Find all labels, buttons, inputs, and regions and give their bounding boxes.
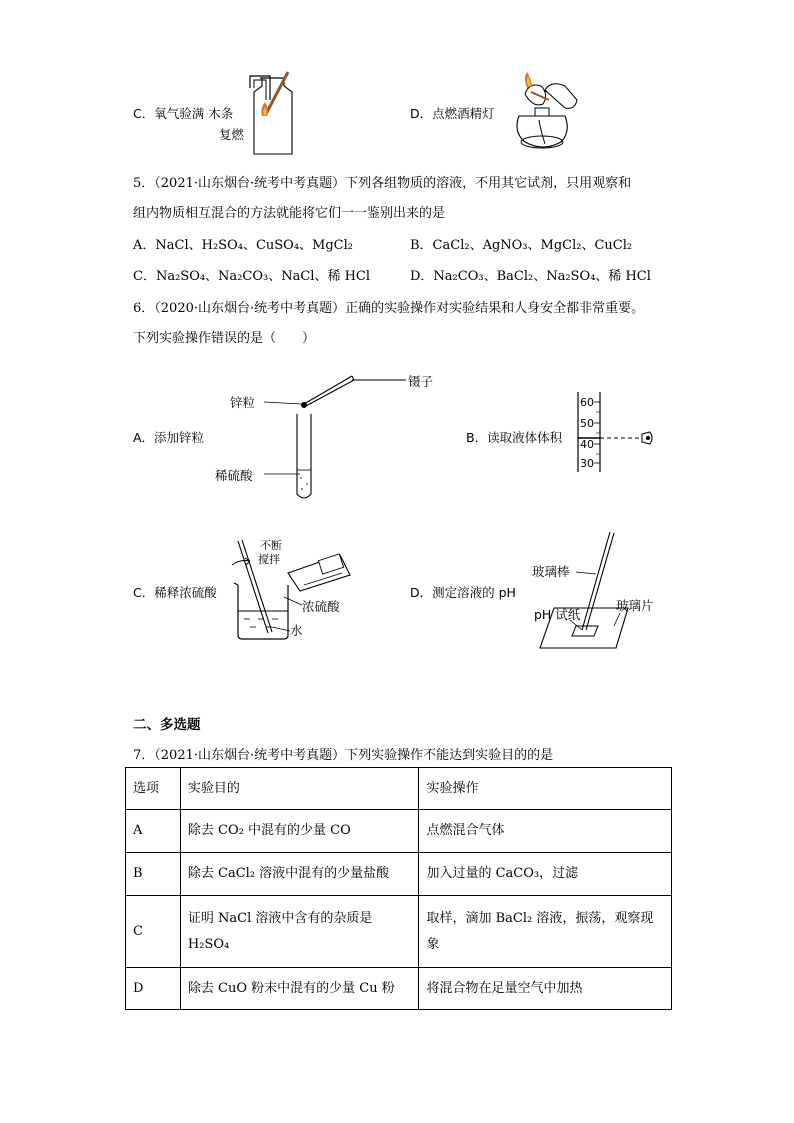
row-b-operation: 加入过量的 CaCO₃，过滤 <box>419 853 672 896</box>
tweezers-label: 镊子 <box>408 374 434 389</box>
q4-option-c: C．氧气验满 木条 <box>133 106 234 121</box>
q5-option-b: B．CaCl₂、AgNO₃、MgCl₂、CuCl₂ <box>410 238 633 253</box>
header-operation: 实验操作 <box>419 768 672 810</box>
row-b-purpose: 除去 CaCl₂ 溶液中混有的少量盐酸 <box>180 853 419 896</box>
tick-60: 60 <box>580 396 594 409</box>
q6-option-a: A．添加锌粒 <box>133 430 205 445</box>
row-c-purpose: 证明 NaCl 溶液中含有的杂质是 <box>187 910 373 926</box>
table-row <box>126 853 672 896</box>
glass-plate-label: 玻璃片 <box>616 598 654 613</box>
q7-table <box>125 767 672 1010</box>
q5-stem-line1: 5．（2021·山东烟台·统考中考真题）下列各组物质的溶液，不用其它试剂，只用观察和 <box>133 176 632 191</box>
table-row <box>126 810 672 853</box>
row-a-operation: 点燃混合气体 <box>419 810 672 853</box>
alcohol-lamp-figure <box>505 70 590 160</box>
q6-stem-line2: 下列实验操作错误的是（ ） <box>133 331 316 346</box>
glass-rod-label: 玻璃棒 <box>532 564 570 579</box>
stir-label-line1: 不断 <box>260 539 282 552</box>
q6-option-b: B．读取液体体积 <box>466 430 563 445</box>
row-d-purpose: 除去 CuO 粉末中混有的少量 Cu 粉 <box>180 968 419 1010</box>
tick-50: 50 <box>580 417 594 430</box>
conc-acid-label: 浓硫酸 <box>302 599 340 614</box>
q6-stem-line1: 6．（2020·山东烟台·统考中考真题）正确的实验操作对实验结果和人身安全都非常重要。 <box>133 301 645 316</box>
q6-option-d: D．测定溶液的 pH <box>410 585 516 600</box>
ph-paper-label: pH 试纸 <box>534 607 581 622</box>
cylinder-reading-figure <box>570 390 660 475</box>
header-purpose: 实验目的 <box>180 768 419 810</box>
row-c-operation-line2: 象 <box>426 936 440 952</box>
water-label: 水 <box>290 623 303 638</box>
row-c-option: C <box>126 896 181 968</box>
section-heading: 二、多选题 <box>133 717 201 733</box>
stir-label-line2: 搅拌 <box>258 553 280 566</box>
q6-option-c: C．稀释浓硫酸 <box>133 585 217 600</box>
row-b-option: B <box>126 853 181 896</box>
q7-stem: 7．（2021·山东烟台·统考中考真题）下列实验操作不能达到实验目的的是 <box>133 748 554 763</box>
row-c-purpose-line2: H₂SO₄ <box>187 936 230 952</box>
table-header-row <box>126 768 672 810</box>
tick-40: 40 <box>580 438 594 451</box>
diluting-acid-figure <box>228 535 368 645</box>
row-c-operation: 取样，滴加 BaCl₂ 溶液，振荡，观察现 <box>426 910 654 926</box>
row-c-purpose-cell <box>180 896 419 968</box>
q4-option-c-line2: 复燃 <box>219 127 245 142</box>
row-d-operation: 将混合物在足量空气中加热 <box>419 968 672 1010</box>
dilute-acid-label: 稀硫酸 <box>215 468 253 483</box>
tick-30: 30 <box>580 457 594 470</box>
oxygen-bottle-figure <box>248 70 298 160</box>
q5-option-d: D．Na₂CO₃、BaCl₂、Na₂SO₄、稀 HCl <box>410 269 651 284</box>
q5-option-a: A．NaCl、H₂SO₄、CuSO₄、MgCl₂ <box>133 238 353 253</box>
row-a-option: A <box>126 810 181 853</box>
q5-option-c: C．Na₂SO₄、Na₂CO₃、NaCl、稀 HCl <box>133 269 371 284</box>
zinc-label: 锌粒 <box>230 395 256 410</box>
ph-test-figure <box>530 530 670 655</box>
table-row <box>126 968 672 1010</box>
header-option: 选项 <box>126 768 181 810</box>
q4-option-d: D．点燃酒精灯 <box>410 106 495 121</box>
row-c-operation-cell <box>419 896 672 968</box>
row-a-purpose: 除去 CO₂ 中混有的少量 CO <box>180 810 419 853</box>
q5-stem-line2: 组内物质相互混合的方法就能将它们一一鉴别出来的是 <box>133 206 446 221</box>
table-row <box>126 896 672 968</box>
zinc-adding-figure <box>210 370 440 505</box>
row-d-option: D <box>126 968 181 1010</box>
